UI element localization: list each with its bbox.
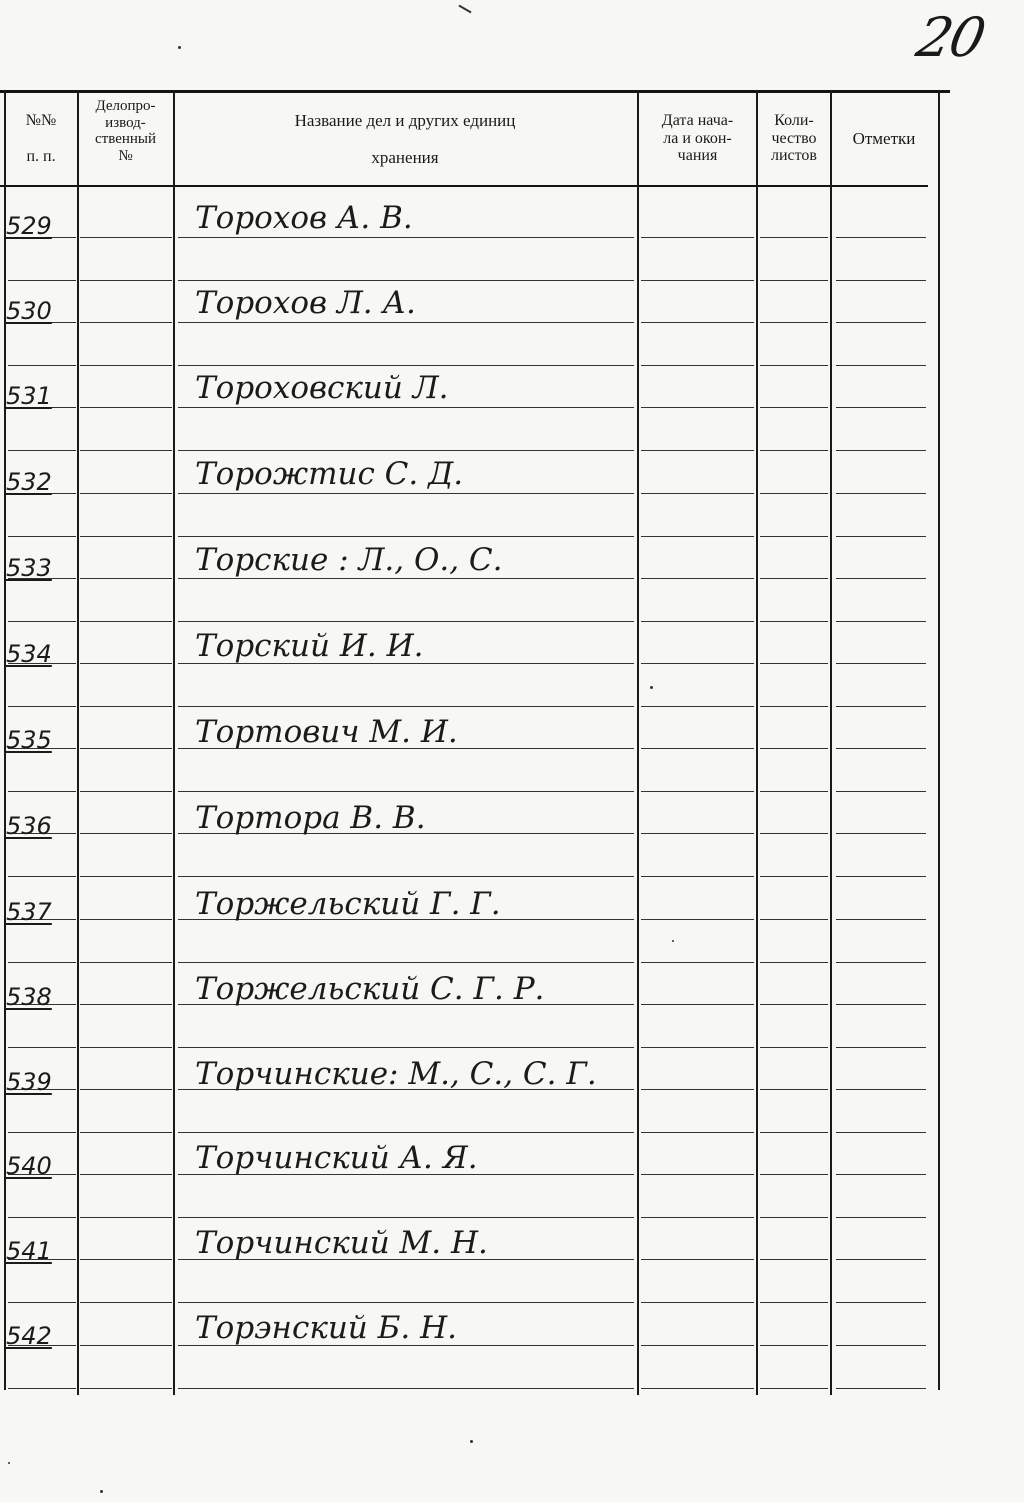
header-notes: Отметки bbox=[852, 129, 916, 148]
ruling-line bbox=[760, 1217, 828, 1218]
row-number: 533 bbox=[6, 554, 52, 582]
ruling-line bbox=[836, 280, 926, 281]
ruling-line bbox=[836, 1388, 926, 1389]
ruling-line bbox=[760, 706, 828, 707]
ruling-line bbox=[760, 1004, 828, 1005]
ruling-line bbox=[178, 1217, 634, 1218]
ruling-line bbox=[80, 1388, 172, 1389]
ruling-line bbox=[80, 365, 172, 366]
row-name: Торожтис С. Д. bbox=[195, 456, 464, 492]
ruling-line bbox=[641, 919, 754, 920]
ruling-line bbox=[641, 833, 754, 834]
ruling-line bbox=[80, 962, 172, 963]
scan-speck bbox=[672, 940, 674, 942]
ruling-line bbox=[80, 280, 172, 281]
ruling-line bbox=[178, 578, 634, 579]
ruling-line bbox=[836, 1259, 926, 1260]
ruling-line bbox=[178, 791, 634, 792]
ruling-line bbox=[641, 876, 754, 877]
header-number: №№ п. п. bbox=[25, 112, 57, 165]
ruling-line bbox=[760, 578, 828, 579]
ruling-line bbox=[836, 919, 926, 920]
ruling-line bbox=[80, 706, 172, 707]
column-divider bbox=[938, 90, 940, 1390]
ruling-line bbox=[641, 237, 754, 238]
ruling-line bbox=[641, 1089, 754, 1090]
row-name: Тортора В. В. bbox=[195, 800, 426, 836]
ruling-line bbox=[80, 1089, 172, 1090]
row-name: Торохов А. В. bbox=[195, 200, 413, 236]
row-name: Торчинский М. Н. bbox=[195, 1225, 488, 1261]
ruling-line bbox=[641, 536, 754, 537]
scan-speck bbox=[650, 686, 653, 689]
ruling-line bbox=[80, 536, 172, 537]
row-name: Тороховский Л. bbox=[195, 370, 449, 406]
ruling-line bbox=[80, 237, 172, 238]
ruling-line bbox=[80, 663, 172, 664]
ruling-line bbox=[80, 1132, 172, 1133]
ruling-line bbox=[178, 1047, 634, 1048]
column-divider bbox=[830, 90, 832, 1395]
ruling-line bbox=[8, 1388, 76, 1389]
ruling-line bbox=[641, 621, 754, 622]
ruling-line bbox=[641, 1302, 754, 1303]
ruling-line bbox=[760, 536, 828, 537]
ruling-line bbox=[836, 876, 926, 877]
ruling-line bbox=[80, 791, 172, 792]
ruling-line bbox=[178, 365, 634, 366]
column-divider bbox=[173, 90, 175, 1395]
row-number: 532 bbox=[6, 468, 52, 496]
ruling-line bbox=[8, 280, 76, 281]
row-number: 537 bbox=[6, 898, 52, 926]
ruling-line bbox=[641, 706, 754, 707]
ruling-line bbox=[760, 407, 828, 408]
ruling-line bbox=[836, 1004, 926, 1005]
ruling-line bbox=[760, 1047, 828, 1048]
ruling-line bbox=[178, 1388, 634, 1389]
scan-speck bbox=[178, 46, 181, 49]
ruling-line bbox=[178, 1132, 634, 1133]
row-number: 540 bbox=[6, 1152, 52, 1180]
ruling-line bbox=[641, 1004, 754, 1005]
ruling-line bbox=[760, 1174, 828, 1175]
ruling-line bbox=[760, 450, 828, 451]
ruling-line bbox=[836, 1132, 926, 1133]
ruling-line bbox=[836, 706, 926, 707]
row-number: 529 bbox=[6, 212, 52, 240]
ruling-line bbox=[80, 1217, 172, 1218]
ruling-line bbox=[8, 365, 76, 366]
ruling-line bbox=[641, 322, 754, 323]
ruling-line bbox=[8, 1132, 76, 1133]
ruling-line bbox=[760, 280, 828, 281]
ruling-line bbox=[836, 833, 926, 834]
ruling-line bbox=[836, 365, 926, 366]
ruling-line bbox=[641, 663, 754, 664]
ruling-line bbox=[836, 1089, 926, 1090]
ruling-line bbox=[178, 493, 634, 494]
ruling-line bbox=[760, 1302, 828, 1303]
row-name: Торжельский С. Г. Р. bbox=[195, 971, 545, 1007]
ruling-line bbox=[641, 1388, 754, 1389]
ruling-line bbox=[178, 876, 634, 877]
ruling-line bbox=[80, 1302, 172, 1303]
row-name: Торский И. И. bbox=[195, 628, 424, 664]
ruling-line bbox=[836, 1302, 926, 1303]
ruling-line bbox=[80, 748, 172, 749]
ruling-line bbox=[836, 450, 926, 451]
ruling-line bbox=[836, 1217, 926, 1218]
page-number: 20 bbox=[911, 6, 990, 69]
column-divider bbox=[756, 90, 758, 1395]
ruling-line bbox=[80, 621, 172, 622]
ruling-line bbox=[80, 450, 172, 451]
ruling-line bbox=[641, 1174, 754, 1175]
ruling-line bbox=[760, 1345, 828, 1346]
ruling-line bbox=[760, 365, 828, 366]
ruling-line bbox=[836, 493, 926, 494]
row-number: 539 bbox=[6, 1068, 52, 1096]
ruling-line bbox=[178, 1302, 634, 1303]
row-name: Торэнский Б. Н. bbox=[195, 1310, 458, 1346]
table-top-border bbox=[0, 90, 950, 93]
scan-speck bbox=[470, 1440, 473, 1443]
ruling-line bbox=[178, 962, 634, 963]
row-name: Торские : Л., О., С. bbox=[195, 542, 503, 578]
ruling-line bbox=[641, 493, 754, 494]
ruling-line bbox=[80, 1004, 172, 1005]
ruling-line bbox=[760, 1089, 828, 1090]
ruling-line bbox=[836, 748, 926, 749]
ruling-line bbox=[760, 876, 828, 877]
ruling-line bbox=[836, 578, 926, 579]
ruling-line bbox=[8, 791, 76, 792]
ruling-line bbox=[8, 1302, 76, 1303]
ruling-line bbox=[836, 621, 926, 622]
ruling-line bbox=[641, 450, 754, 451]
ruling-line bbox=[80, 1047, 172, 1048]
header-title: Название дел и других единиц хранения bbox=[294, 111, 516, 167]
ruling-line bbox=[760, 833, 828, 834]
row-name: Тортович М. И. bbox=[195, 714, 458, 750]
ruling-line bbox=[641, 1345, 754, 1346]
ruling-line bbox=[836, 1047, 926, 1048]
row-name: Торчинский А. Я. bbox=[195, 1140, 478, 1176]
ruling-line bbox=[178, 536, 634, 537]
ruling-line bbox=[836, 1174, 926, 1175]
column-divider bbox=[77, 90, 79, 1395]
row-number: 530 bbox=[6, 297, 52, 325]
ruling-line bbox=[8, 450, 76, 451]
ruling-line bbox=[836, 962, 926, 963]
ruling-line bbox=[760, 1259, 828, 1260]
ruling-line bbox=[641, 280, 754, 281]
scan-speck bbox=[8, 1462, 10, 1464]
scan-speck bbox=[100, 1490, 103, 1493]
ruling-line bbox=[178, 621, 634, 622]
ruling-line bbox=[641, 1132, 754, 1133]
ruling-line bbox=[8, 876, 76, 877]
table-header-bottom-border bbox=[0, 185, 928, 187]
ruling-line bbox=[8, 621, 76, 622]
ruling-line bbox=[641, 407, 754, 408]
row-number: 542 bbox=[6, 1322, 52, 1350]
row-name: Торохов Л. А. bbox=[195, 285, 416, 321]
ruling-line bbox=[836, 237, 926, 238]
row-number: 535 bbox=[6, 726, 52, 754]
ruling-line bbox=[80, 1345, 172, 1346]
row-number: 531 bbox=[6, 382, 52, 410]
ruling-line bbox=[641, 1047, 754, 1048]
ruling-line bbox=[80, 322, 172, 323]
ruling-line bbox=[80, 1174, 172, 1175]
scan-speck bbox=[458, 5, 471, 14]
ruling-line bbox=[178, 237, 634, 238]
ruling-line bbox=[760, 748, 828, 749]
ruling-line bbox=[760, 919, 828, 920]
ruling-line bbox=[836, 407, 926, 408]
ruling-line bbox=[178, 407, 634, 408]
ruling-line bbox=[8, 706, 76, 707]
row-name: Торчинские: М., С., С. Г. bbox=[195, 1056, 597, 1092]
ruling-line bbox=[80, 578, 172, 579]
ruling-line bbox=[80, 493, 172, 494]
ruling-line bbox=[641, 1259, 754, 1260]
ruling-line bbox=[836, 1345, 926, 1346]
ruling-line bbox=[641, 748, 754, 749]
row-number: 541 bbox=[6, 1237, 52, 1265]
ruling-line bbox=[760, 663, 828, 664]
ruling-line bbox=[80, 919, 172, 920]
ruling-line bbox=[760, 791, 828, 792]
header-sheets: Коли- чество листов bbox=[771, 112, 817, 165]
row-number: 538 bbox=[6, 983, 52, 1011]
ruling-line bbox=[641, 791, 754, 792]
ruling-line bbox=[80, 1259, 172, 1260]
ruling-line bbox=[836, 536, 926, 537]
ruling-line bbox=[178, 706, 634, 707]
ruling-line bbox=[760, 237, 828, 238]
ruling-line bbox=[836, 322, 926, 323]
ruling-line bbox=[836, 791, 926, 792]
ruling-line bbox=[760, 962, 828, 963]
ruling-line bbox=[8, 962, 76, 963]
ruling-line bbox=[760, 1132, 828, 1133]
ruling-line bbox=[80, 876, 172, 877]
ruling-line bbox=[641, 962, 754, 963]
ruling-line bbox=[641, 578, 754, 579]
ruling-line bbox=[178, 280, 634, 281]
ruling-line bbox=[760, 621, 828, 622]
ruling-line bbox=[8, 536, 76, 537]
ruling-line bbox=[836, 663, 926, 664]
ruling-line bbox=[641, 365, 754, 366]
ruling-line bbox=[178, 450, 634, 451]
row-name: Торжельский Г. Г. bbox=[195, 886, 501, 922]
ruling-line bbox=[8, 1047, 76, 1048]
header-dates: Дата нача- ла и окон- чания bbox=[661, 112, 734, 165]
header-office-number: Делопро- извод- ственный № bbox=[94, 98, 157, 164]
ruling-line bbox=[760, 322, 828, 323]
ruling-line bbox=[80, 833, 172, 834]
ruling-line bbox=[8, 1217, 76, 1218]
ruling-line bbox=[80, 407, 172, 408]
row-number: 536 bbox=[6, 812, 52, 840]
row-number: 534 bbox=[6, 640, 52, 668]
ruling-line bbox=[641, 1217, 754, 1218]
ruling-line bbox=[178, 322, 634, 323]
ruling-line bbox=[760, 493, 828, 494]
ruling-line bbox=[760, 1388, 828, 1389]
